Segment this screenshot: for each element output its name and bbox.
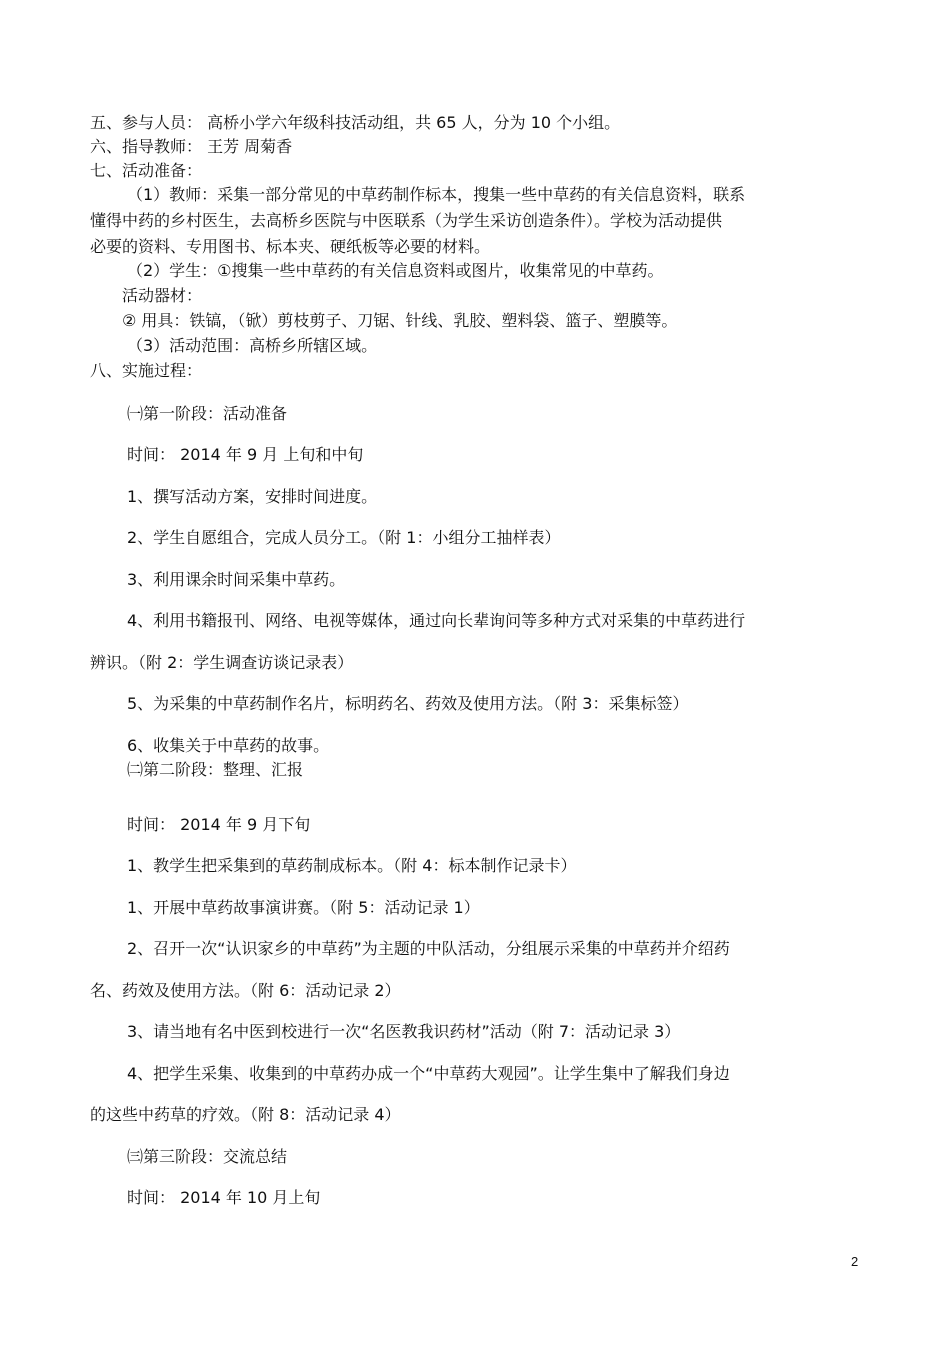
stage-1-item-5: 5、为采集的中草药制作名片，标明药名、药效及使用方法。（附 3：采集标签） bbox=[127, 694, 689, 713]
stage-2-item-4-line-1: 4、把学生采集、收集到的中草药办成一个“中草药大观园”。让学生集中了解我们身边 bbox=[127, 1064, 730, 1083]
stage-2-item-2-line-1: 2、召开一次“认识家乡的中草药”为主题的中队活动，分组展示采集的中草药并介绍药 bbox=[127, 939, 730, 958]
stage-1-item-3: 3、利用课余时间采集中草药。 bbox=[127, 570, 346, 589]
page-number: 2 bbox=[851, 1254, 859, 1269]
stage-3-heading: ㈢第三阶段：交流总结 bbox=[127, 1147, 288, 1166]
prep-teacher-line-1: （1）教师：采集一部分常见的中草药制作标本，搜集一些中草药的有关信息资料，联系 bbox=[127, 185, 746, 204]
equipment-tools: ② 用具：铁镐，（锨）剪枝剪子、刀锯、针线、乳胶、塑料袋、篮子、塑膜等。 bbox=[122, 311, 678, 330]
section-7-heading: 七、活动准备： bbox=[90, 161, 203, 180]
stage-1-item-6: 6、收集关于中草药的故事。 bbox=[127, 736, 330, 755]
stage-2-heading: ㈡第二阶段：整理、汇报 bbox=[127, 760, 304, 779]
prep-teacher-line-3: 必要的资料、专用图书、标本夹、硬纸板等必要的材料。 bbox=[90, 237, 491, 256]
stage-1-time: 时间： 2014 年 9 月 上旬和中旬 bbox=[127, 445, 364, 464]
stage-2-item-1b: 1、开展中草药故事演讲赛。（附 5：活动记录 1） bbox=[127, 898, 480, 917]
stage-1-heading: ㈠第一阶段：活动准备 bbox=[127, 404, 288, 423]
stage-1-item-1: 1、撰写活动方案，安排时间进度。 bbox=[127, 487, 378, 506]
stage-1-item-2: 2、学生自愿组合，完成人员分工。（附 1：小组分工抽样表） bbox=[127, 528, 561, 547]
stage-2-item-4-line-2: 的这些中药草的疗效。（附 8：活动记录 4） bbox=[90, 1105, 401, 1124]
stage-2-item-3: 3、请当地有名中医到校进行一次“名医教我识药材”活动（附 7：活动记录 3） bbox=[127, 1022, 681, 1041]
section-5-participants: 五、参与人员： 高桥小学六年级科技活动组，共 65 人，分为 10 个小组。 bbox=[90, 113, 621, 132]
stage-1-item-4-line-2: 辨识。（附 2：学生调查访谈记录表） bbox=[90, 653, 354, 672]
section-8-heading: 八、实施过程： bbox=[90, 361, 203, 380]
prep-student-line: （2）学生：①搜集一些中草药的有关信息资料或图片，收集常见的中草药。 bbox=[127, 261, 664, 280]
section-6-teachers: 六、指导教师： 王芳 周菊香 bbox=[90, 137, 293, 156]
stage-1-item-4-line-1: 4、利用书籍报刊、网络、电视等媒体，通过向长辈询问等多种方式对采集的中草药进行 bbox=[127, 611, 746, 630]
stage-2-item-1a: 1、教学生把采集到的草药制成标本。（附 4：标本制作记录卡） bbox=[127, 856, 577, 875]
stage-2-item-2-line-2: 名、药效及使用方法。（附 6：活动记录 2） bbox=[90, 981, 401, 1000]
prep-teacher-line-2: 懂得中药的乡村医生，去高桥乡医院与中医联系（为学生采访创造条件）。学校为活动提供 bbox=[90, 211, 723, 230]
stage-3-time: 时间： 2014 年 10 月上旬 bbox=[127, 1188, 321, 1207]
activity-scope: （3）活动范围：高桥乡所辖区域。 bbox=[127, 336, 378, 355]
equipment-heading: 活动器材： bbox=[122, 286, 203, 305]
stage-2-time: 时间： 2014 年 9 月下旬 bbox=[127, 815, 311, 834]
